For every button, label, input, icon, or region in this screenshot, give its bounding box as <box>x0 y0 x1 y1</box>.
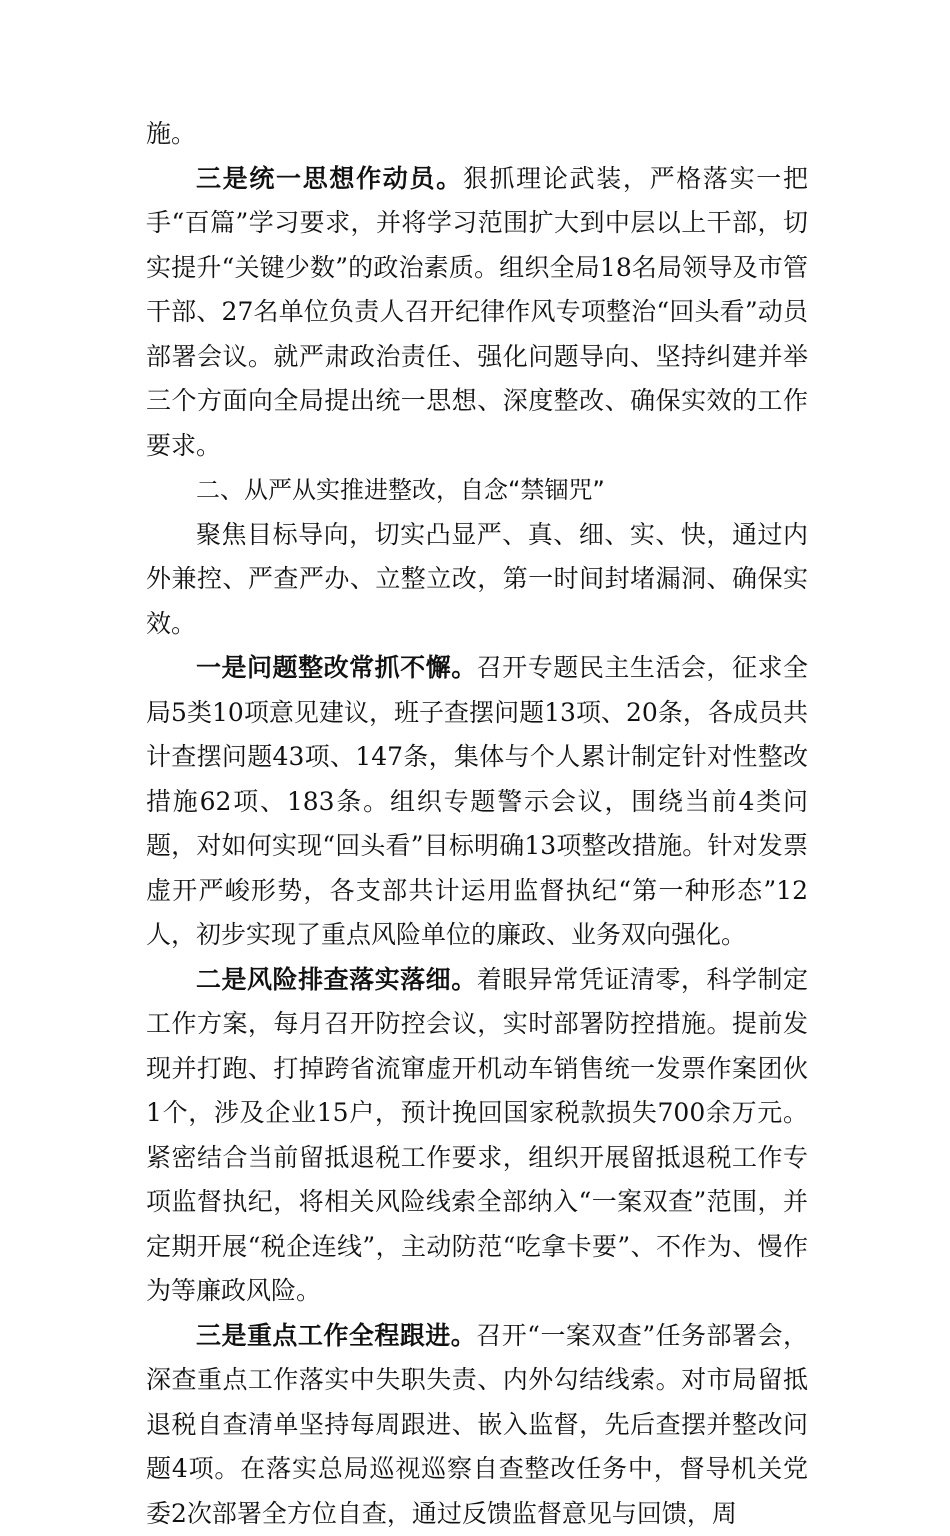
paragraph-problem-rectification <box>146 646 808 958</box>
paragraph-lead: 三是统一思想作动员。 <box>196 164 463 193</box>
paragraph-lead: 三是重点工作全程跟进。 <box>196 1321 476 1350</box>
paragraph-continuation <box>146 112 808 157</box>
paragraph-text: 施。 <box>146 119 196 148</box>
paragraph-text: 狠抓理论武装，严格落实一把手“百篇”学习要求，并将学习范围扩大到中层以上干部，切实提升“关键少数”的政治素质。组织全局18名局领导及市管干部、27名单位负责人召开纪律作风专项整治“回头看”动员部署会议。就严肃政治责任、强化问题导向、坚持纠建并举三个方面向全局提出统一思想、深度整改、确保实效的工作要求。 <box>146 164 808 460</box>
paragraph-unify-thinking <box>146 157 808 469</box>
paragraph-text: 着眼异常凭证清零，科学制定工作方案，每月召开防控会议，实时部署防控措施。提前发现并打跑、打掉跨省流窜虚开机动车销售统一发票作案团伙1个，涉及企业15户，预计挽回国家税款损失700余万元。紧密结合当前留抵退税工作要求，组织开展留抵退税工作专项监督执纪，将相关风险线索全部纳入“一案双查”范围，并定期开展“税企连线”，主动防范“吃拿卡要”、不作为、慢作为等廉政风险。 <box>146 965 808 1306</box>
paragraph-text: 聚焦目标导向，切实凸显严、真、细、实、快，通过内外兼控、严查严办、立整立改，第一时间封堵漏洞、确保实效。 <box>146 520 808 638</box>
document-body <box>146 112 808 1536</box>
section-heading <box>146 468 808 513</box>
paragraph-lead: 一是问题整改常抓不懈。 <box>196 653 477 682</box>
section-heading-text: 二、从严从实推进整改，自念“禁锢咒” <box>196 476 605 504</box>
paragraph-key-work-followup <box>146 1314 808 1536</box>
paragraph-lead: 二是风险排查落实落细。 <box>196 965 477 994</box>
paragraph-text: 召开“一案双查”任务部署会，深查重点工作落实中失职失责、内外勾结线索。对市局留抵退税自查清单坚持每周跟进、嵌入监督，先后查摆并整改问题4项。在落实总局巡视巡察自查整改任务中，督导机关党委2次部署全方位自查，通过反馈监督意见与回馈，周 <box>146 1321 808 1528</box>
paragraph-section-intro <box>146 513 808 647</box>
paragraph-text: 召开专题民主生活会，征求全局5类10项意见建议，班子查摆问题13项、20条，各成员共计查摆问题43项、147条，集体与个人累计制定针对性整改措施62项、183条。组织专题警示会议，围绕当前4类问题，对如何实现“回头看”目标明确13项整改措施。针对发票虚开严峻形势，各支部共计运用监督执纪“第一种形态”12人，初步实现了重点风险单位的廉政、业务双向强化。 <box>146 653 808 949</box>
paragraph-risk-investigation <box>146 958 808 1314</box>
